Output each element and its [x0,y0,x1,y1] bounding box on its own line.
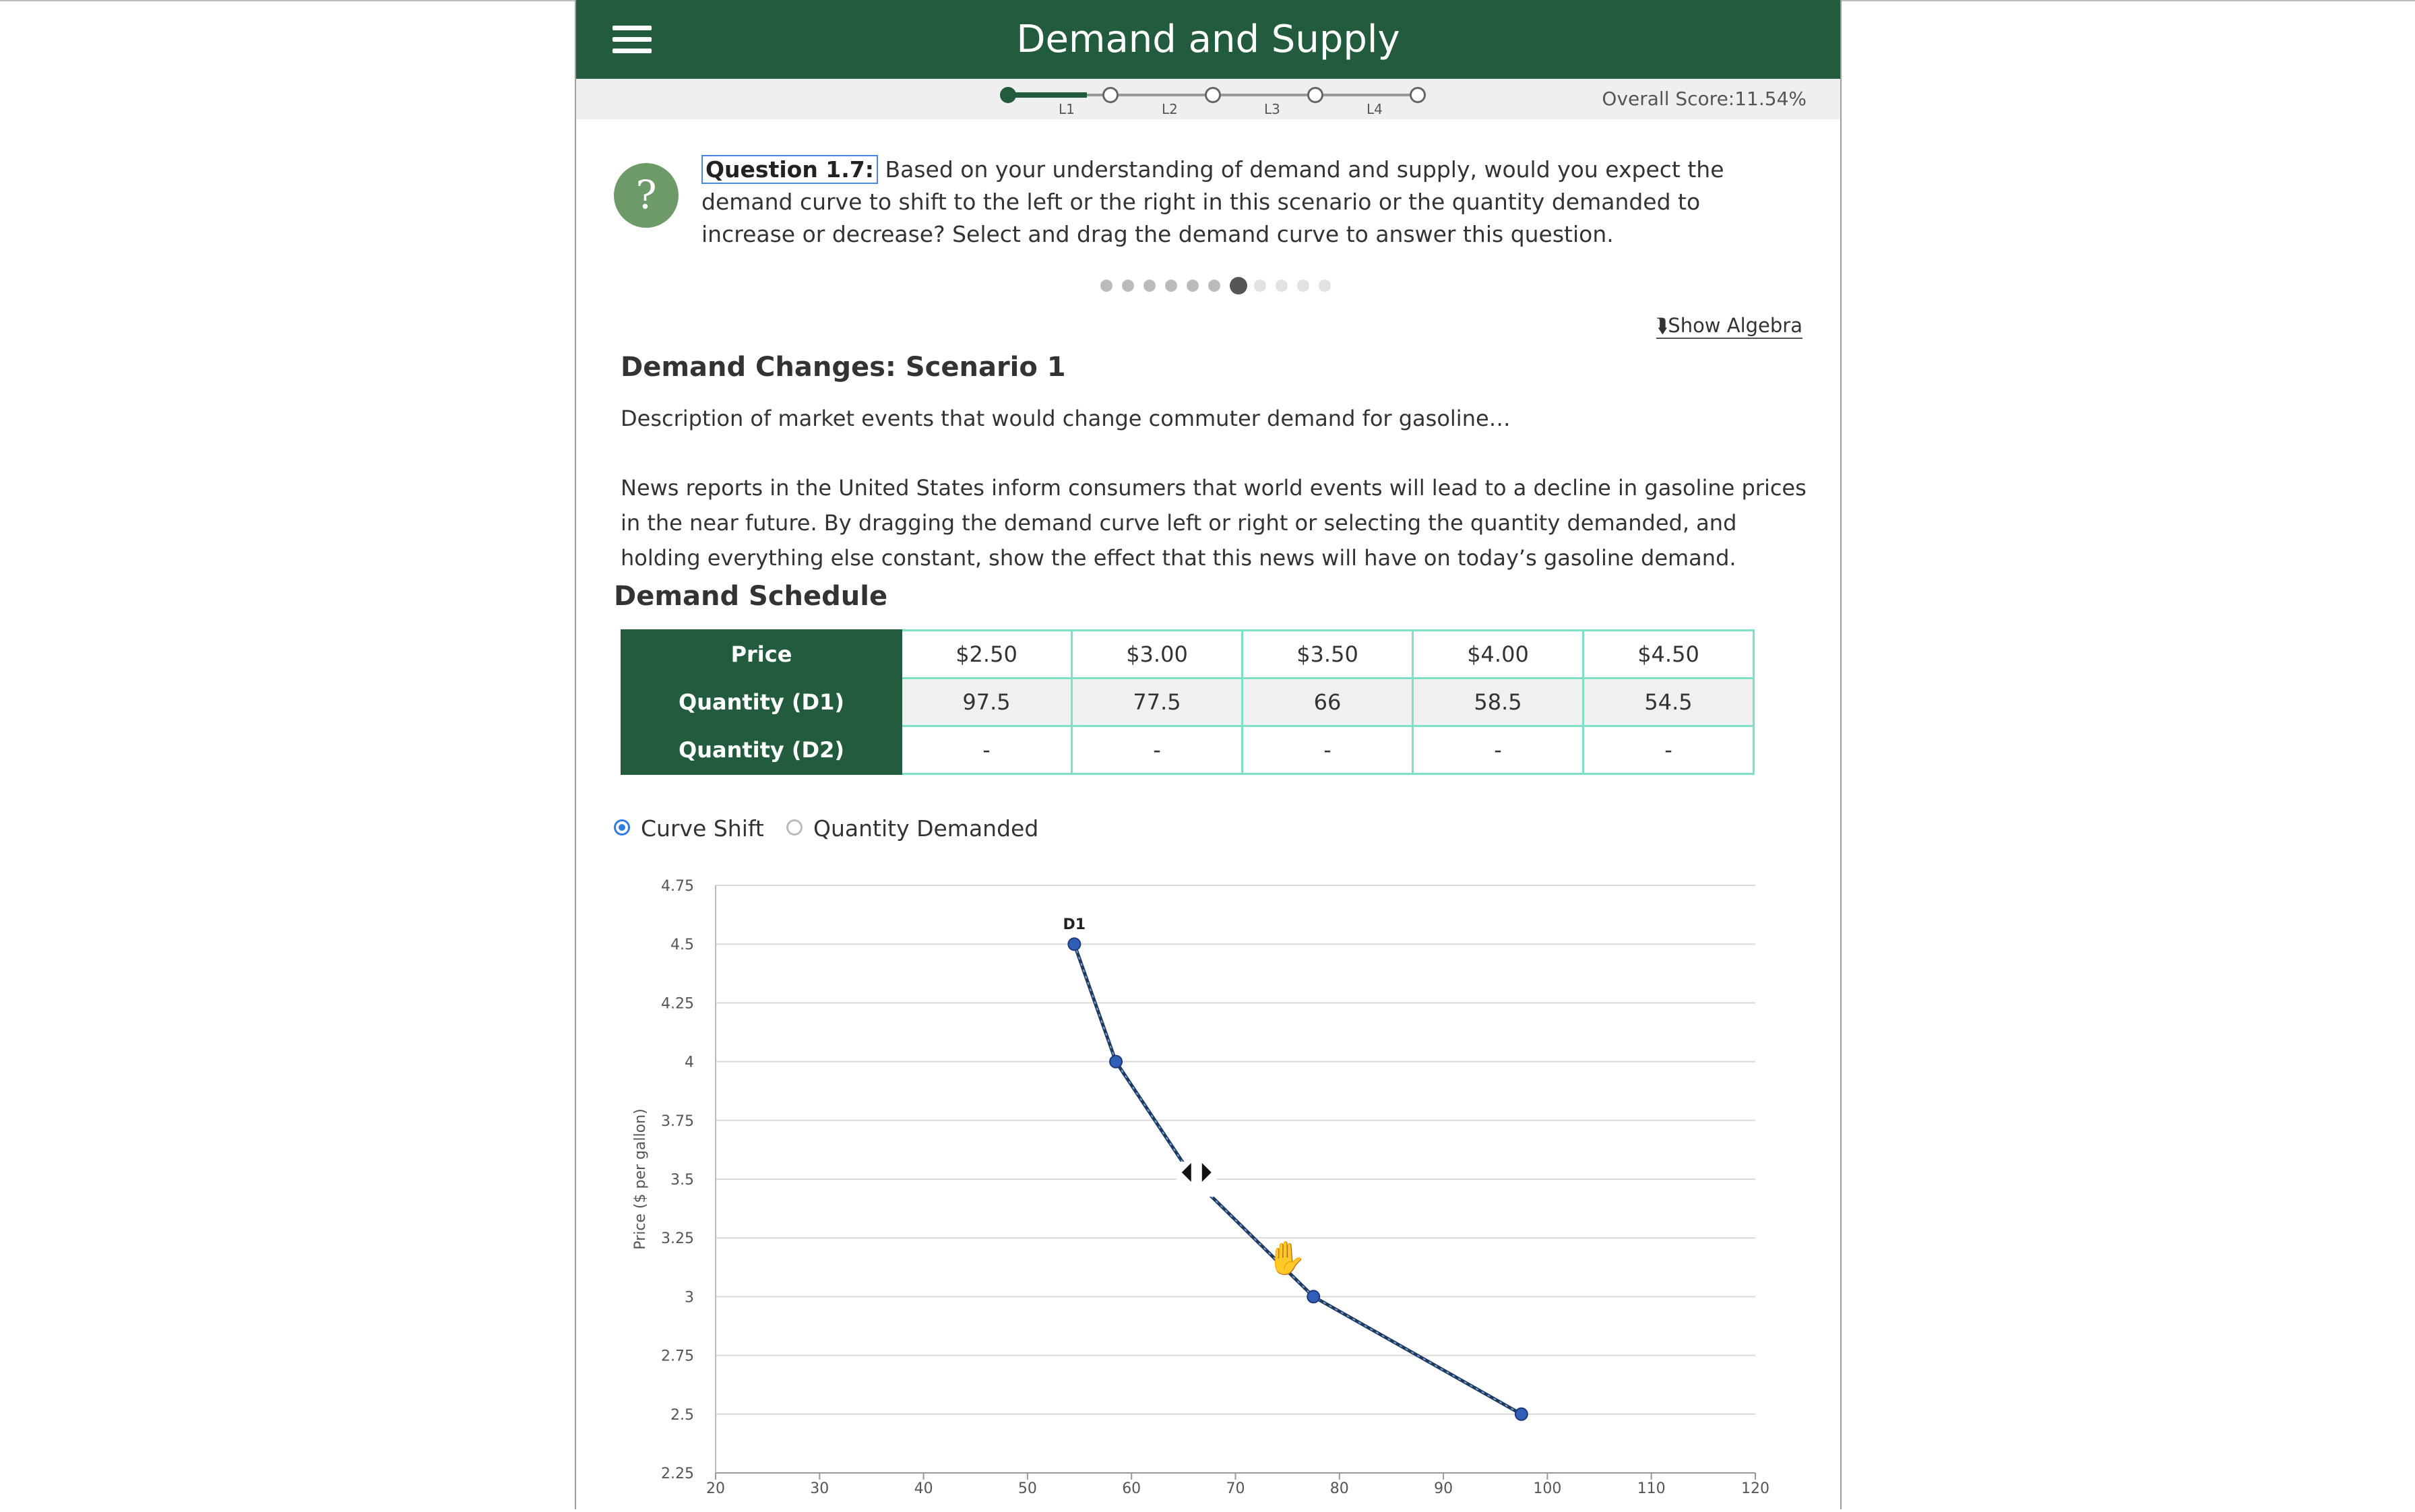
question-text [701,154,1726,251]
progress-dot[interactable] [1297,280,1309,292]
table-cell: - [1413,726,1583,774]
x-tick-label: 20 [706,1480,725,1497]
table-cell: - [1583,726,1754,774]
section-scenario: News reports in the United States inform consumers that world events will lead to a decline in gasoline prices in the near future. By dragging the demand curve left or right or selecting the quantity demanded, and holding everything else constant, show the effect that this news will have on today’s gasoline demand. [621,475,1807,571]
level-node-1[interactable] [1102,87,1119,103]
table-cell: $4.00 [1413,631,1583,679]
table-cell: 77.5 [1072,679,1243,726]
hand-glyph: ✋ [1266,1239,1307,1278]
table-cell: 58.5 [1413,679,1583,726]
row-header-quantity-d1: Quantity (D1) [622,679,902,726]
schedule-title: Demand Schedule [614,581,888,612]
x-tick-label: 30 [810,1480,829,1497]
table-cell: 97.5 [902,679,1072,726]
x-tick-label: 120 [1741,1480,1769,1497]
table-cell: 66 [1243,679,1413,726]
demand-chart-svg [576,869,1840,1509]
progress-dot[interactable] [1122,280,1134,292]
level-label-l3: L3 [1264,101,1280,117]
level-node-3[interactable] [1307,87,1323,103]
question-label[interactable]: Question 1.7: [701,155,878,184]
demand-point[interactable] [1068,938,1080,950]
drag-arrows-icon[interactable] [1177,1162,1217,1197]
section-intro: Description of market events that would change commuter demand for gasoline… [621,406,1511,431]
progress-dot[interactable] [1187,280,1199,292]
double-chevron-down-icon: ⮯ [1656,314,1668,337]
app-window [575,0,1842,1509]
curve-label: D1 [1063,916,1086,934]
table-cell: $3.00 [1072,631,1243,679]
show-algebra-label: Show Algebra [1668,314,1802,337]
y-tick-label: 4.25 [661,995,694,1013]
level-node-4[interactable] [1410,87,1426,103]
level-label-l2: L2 [1162,101,1178,117]
progress-dot[interactable] [1100,280,1112,292]
demand-schedule-table [621,629,1755,775]
level-progress-fill [1007,92,1087,98]
table-cell: $2.50 [902,631,1072,679]
score-value: 11.54% [1734,88,1807,110]
demand-point[interactable] [1110,1056,1122,1068]
section-title: Demand Changes: Scenario 1 [621,352,1066,383]
progress-dot[interactable] [1208,280,1220,292]
y-tick-label: 4.75 [661,878,694,895]
x-tick-label: 80 [1329,1480,1349,1497]
quantity-demanded-radio[interactable] [786,819,803,836]
x-tick-label: 70 [1226,1480,1245,1497]
table-row [622,726,1754,774]
y-tick-label: 4 [685,1054,694,1071]
y-tick-label: 3.5 [670,1172,694,1189]
drag-handle-bg [1177,1162,1217,1197]
level-label-l1: L1 [1059,101,1075,117]
table-cell: 54.5 [1583,679,1754,726]
y-tick-label: 3 [685,1289,694,1306]
overall-score [1602,88,1807,110]
show-algebra-button[interactable] [1656,314,1802,339]
progress-dot[interactable] [1254,280,1266,292]
table-cell: $3.50 [1243,631,1413,679]
x-tick-label: 50 [1017,1480,1037,1497]
demand-chart [576,869,1840,1509]
table-cell: $4.50 [1583,631,1754,679]
x-tick-label: 110 [1637,1480,1666,1497]
level-label-l4: L4 [1367,101,1383,117]
progress-dot[interactable] [1143,280,1156,292]
curve-shift-radio[interactable] [614,819,630,836]
y-tick-label: 4.5 [670,937,694,954]
y-tick-label: 3.25 [661,1230,694,1248]
y-tick-label: 2.5 [670,1406,694,1424]
header-bar [576,0,1840,79]
demand-point[interactable] [1515,1408,1528,1420]
level-node-start[interactable] [1000,87,1016,103]
page-title: Demand and Supply [1016,18,1400,61]
x-tick-label: 60 [1122,1480,1141,1497]
curve-shift-label[interactable]: Curve Shift [641,815,764,842]
progress-dot[interactable] [1165,280,1177,292]
progress-dot[interactable] [1230,277,1247,294]
table-cell: - [902,726,1072,774]
table-cell: - [1072,726,1243,774]
x-tick-label: 100 [1533,1480,1562,1497]
x-tick-label: 90 [1434,1480,1453,1497]
hand-cursor-icon [1266,1240,1307,1278]
x-tick-label: 40 [914,1480,933,1497]
progress-dot[interactable] [1276,280,1288,292]
y-tick-label: 2.75 [661,1348,694,1365]
y-tick-label: 3.75 [661,1112,694,1130]
quantity-demanded-label[interactable]: Quantity Demanded [813,815,1039,842]
y-tick-label: 2.25 [661,1466,694,1482]
table-row [622,679,1754,726]
level-node-2[interactable] [1205,87,1221,103]
question-body: Based on your understanding of demand and supply, would you expect the demand curve to shift to the left or the right in this scenario or the quantity demanded to increase or decrease? Select and drag the demand curve to answer this question. [701,156,1724,247]
row-header-quantity-d2: Quantity (D2) [622,726,902,774]
progress-dot[interactable] [1319,280,1331,292]
table-cell: - [1243,726,1413,774]
demand-point[interactable] [1307,1290,1319,1302]
question-mark-icon: ? [614,163,679,228]
score-label: Overall Score: [1602,88,1735,110]
y-axis-label: Price ($ per gallon) [632,1108,649,1250]
table-row [622,631,1754,679]
row-header-price: Price [622,631,902,679]
